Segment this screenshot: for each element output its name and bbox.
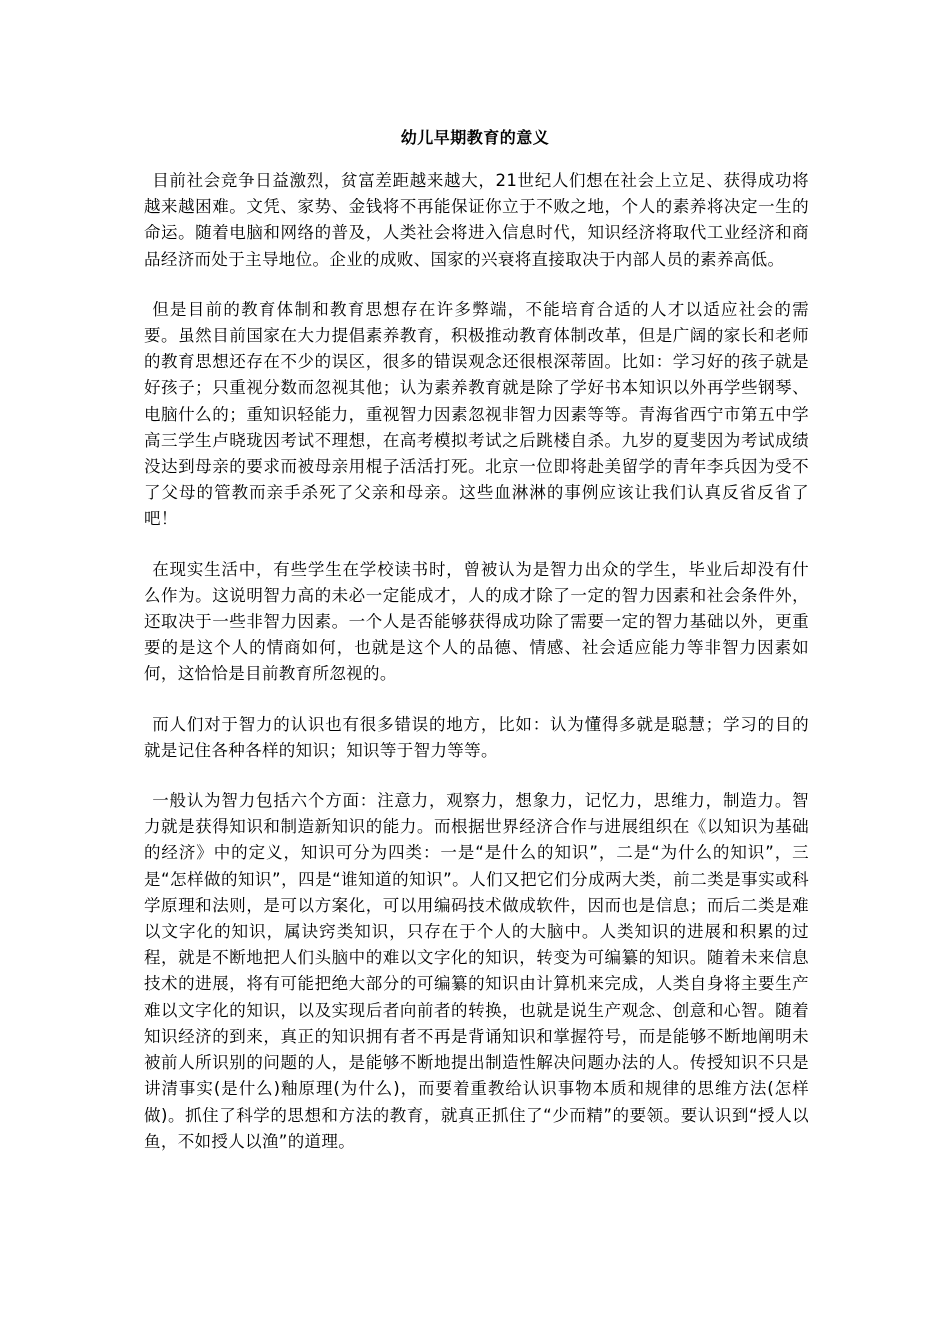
paragraph-1: 目前社会竞争日益激烈，贫富差距越来越大，21世纪人们想在社会上立足、获得成功将越来越困难。文凭、家势、金钱将不再能保证你立于不败之地，个人的素养将决定一生的命运。随着电脑和网络的普及，人类社会将进入信息时代，知识经济将取代工业经济和商品经济而处于主导地位。企业的成败、国家的兴衰将直接取决于内部人员的素养高低。 (144, 171, 809, 269)
paragraph-3: 在现实生活中，有些学生在学校读书时，曾被认为是智力出众的学生，毕业后却没有什么作为。这说明智力高的未必一定能成才，人的成才除了一定的智力因素和社会条件外，还取决于一些非智力因素。一个人是否能够获得成功除了需要一定的智力基础以外，更重要的是这个人的情商如何，也就是这个人的品德、情感、社会适应能力等非智力因素如何，这恰恰是目前教育所忽视的。 (144, 559, 809, 684)
paragraph-4: 而人们对于智力的认识也有很多错误的地方，比如：认为懂得多就是聪慧；学习的目的就是记住各种各样的知识；知识等于智力等等。 (144, 714, 809, 760)
document-body (144, 168, 809, 1179)
paragraph-2: 但是目前的教育体制和教育思想存在许多弊端，不能培育合适的人才以适应社会的需要。虽然目前国家在大力提倡素养教育，积极推动教育体制改革，但是广阔的家长和老师的教育思想还存在不少的误区，很多的错误观念还很根深蒂固。比如：学习好的孩子就是好孩子；只重视分数而忽视其他；认为素养教育就是除了学好书本知识以外再学些钢琴、电脑什么的；重知识轻能力，重视智力因素忽视非智力因素等等。青海省西宁市第五中学高三学生卢晓珑因考试不理想，在高考模拟考试之后跳楼自杀。九岁的夏斐因为考试成绩没达到母亲的要求而被母亲用棍子活活打死。北京一位即将赴美留学的青年李兵因为受不了父母的管教而亲手杀死了父亲和母亲。这些血淋淋的事例应该让我们认真反省反省了吧！ (144, 299, 809, 529)
document-title: 幼儿早期教育的意义 (400, 128, 550, 147)
paragraph-5: 一般认为智力包括六个方面：注意力，观察力，想象力，记忆力，思维力，制造力。智力就是获得知识和制造新知识的能力。而根据世界经济合作与进展组织在《以知识为基础的经济》中的定义，知识可分为四类：一是“是什么的知识”，二是“为什么的知识”，三是“怎样做的知识”，四是“谁知道的知识”。人们又把它们分成两大类，前二类是事实或科学原理和法则，是可以方案化，可以用编码技术做成软件，因而也是信息；而后二类是难以文字化的知识，属诀窍类知识，只存在于个人的大脑中。人类知识的进展和积累的过程，就是不断地把人们头脑中的难以文字化的知识，转变为可编纂的知识。随着未来信息技术的进展，将有可能把绝大部分的可编纂的知识由计算机来完成，人类自身将主要生产难以文字化的知识，以及实现后者向前者的转换，也就是说生产观念、创意和心智。随着知识经济的到来，真正的知识拥有者不再是背诵知识和掌握符号，而是能够不断地阐明未被前人所识别的问题的人，是能够不断地提出制造性解决问题办法的人。传授知识不只是讲清事实(是什么)釉原理(为什么)，而要着重教给认识事物本质和规律的思维方法(怎样做)。抓住了科学的思想和方法的教育，就真正抓住了“少而精”的要领。要认识到“授人以鱼，不如授人以渔”的道理。 (144, 791, 809, 1151)
